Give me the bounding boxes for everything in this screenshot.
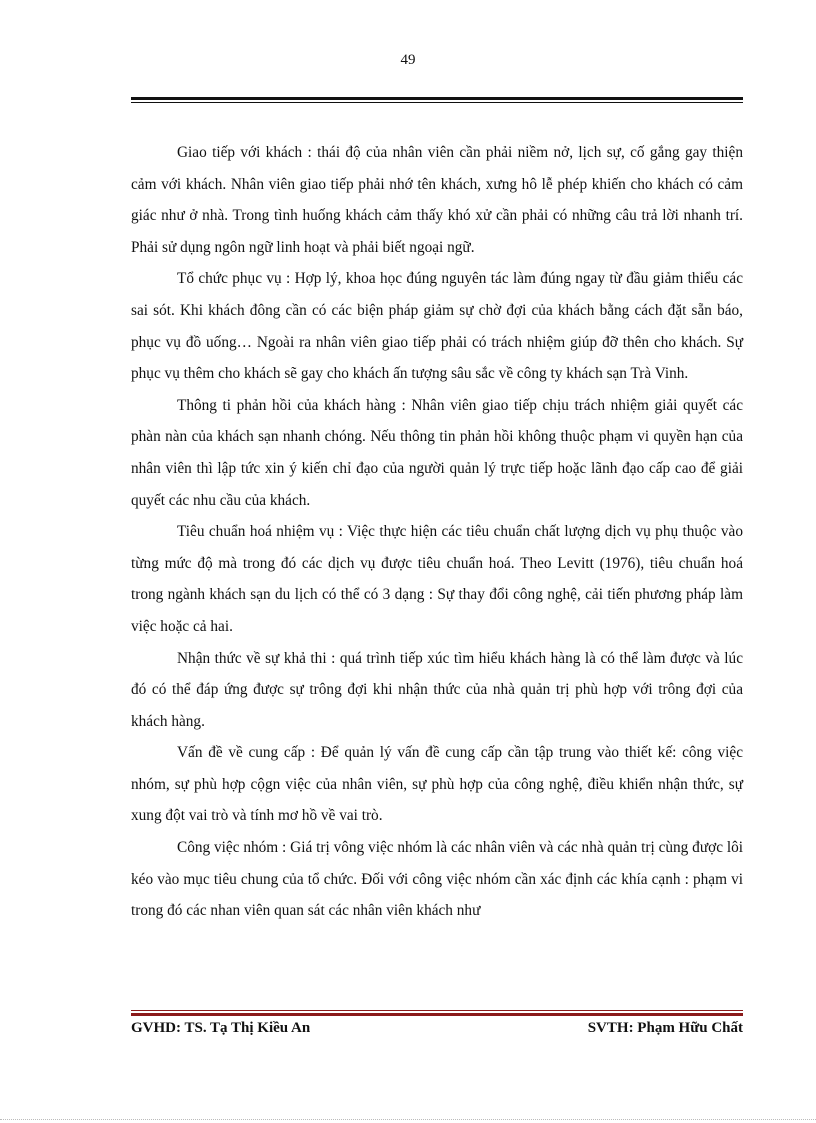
- paragraph-to-chuc-phuc-vu: Tổ chức phục vụ : Hợp lý, khoa học đúng nguyên tác làm đúng ngay từ đầu giảm thiểu các sai sót. Khi khách đông cần có các biện pháp giảm sự chờ đợi của khách bằng cách đặt sẵn báo, phục vụ đồ uống… Ngoài ra nhân viên giao tiếp phải có trách nhiệm giúp đỡ thên cho khách. Sự phục vụ thêm cho khách sẽ gay cho khách ấn tượng sâu sắc về công ty khách sạn Trà Vinh.: [131, 270, 743, 383]
- paragraph-tieu-chuan-hoa: Tiêu chuẩn hoá nhiệm vụ : Việc thực hiện các tiêu chuẩn chất lượng dịch vụ phụ thuộc vào từng mức độ mà trong đó các dịch vụ được tiêu chuẩn hoá. Theo Levitt (1976), tiêu chuẩn hoá trong ngành khách sạn du lịch có thể có 3 dạng : Sự thay đổi công nghệ, cải tiến phương pháp làm việc hoặc cả hai.: [131, 523, 743, 635]
- footer-divider: [131, 1010, 743, 1016]
- paragraph-thong-tin-phan-hoi: Thông ti phản hồi của khách hàng : Nhân viên giao tiếp chịu trách nhiệm giải quyết các phàn nàn của khách sạn nhanh chóng. Nếu thông tin phản hồi không thuộc phạm vi quyền hạn của nhân viên thì lập tức xin ý kiến chỉ đạo của người quản lý trực tiếp hoặc lãnh đạo cấp cao để giải quyết các nhu cầu của khách.: [131, 396, 743, 509]
- paragraph-giao-tiep: Giao tiếp với khách : thái độ của nhân viên cần phải niềm nở, lịch sự, cố gắng gay thiện cảm với khách. Nhân viên giao tiếp phải nhớ tên khách, xưng hô lễ phép khiến cho khách có cảm giác như ở nhà. Trong tình huống khách cảm thấy khó xử cần phải có những câu trả lời nhanh trí. Phải sử dụng ngôn ngữ linh hoạt và phải biết ngoại ngữ.: [131, 144, 743, 256]
- footer: [131, 1020, 743, 1037]
- paragraph-cong-viec-nhom: Công việc nhóm : Giá trị vông việc nhóm là các nhân viên và các nhà quản trị cùng được lôi kéo vào mục tiêu chung của tổ chức. Đối với công việc nhóm cần xác định các khía cạnh : phạm vi trong đó các nhan viên quan sát các nhân viên khách như: [131, 839, 743, 920]
- footer-student: SVTH: Phạm Hữu Chất: [587, 1020, 743, 1036]
- document-body: [131, 137, 743, 927]
- footer-supervisor: GVHD: TS. Tạ Thị Kiều An: [131, 1020, 311, 1036]
- page-number: 49: [400, 52, 416, 68]
- header-divider: [131, 97, 743, 103]
- paragraph-nhan-thuc: Nhận thức về sự khả thi : quá trình tiếp xúc tìm hiểu khách hàng là có thể làm được và lúc đó có thể đáp ứng được sự trông đợi khi nhận thức của nhà quản trị phù hợp với trông đợi của khách hàng.: [131, 649, 743, 730]
- page-edge: [0, 1119, 816, 1120]
- paragraph-van-de-cung-cap: Vấn đề về cung cấp : Để quản lý vấn đề cung cấp cần tập trung vào thiết kế: công việc nhóm, sự phù hợp cộgn việc của nhân viên, sự phù hợp của công nghệ, điều khiển nhận thức, sự xung đột vai trò và tính mơ hồ về vai trò.: [131, 744, 743, 825]
